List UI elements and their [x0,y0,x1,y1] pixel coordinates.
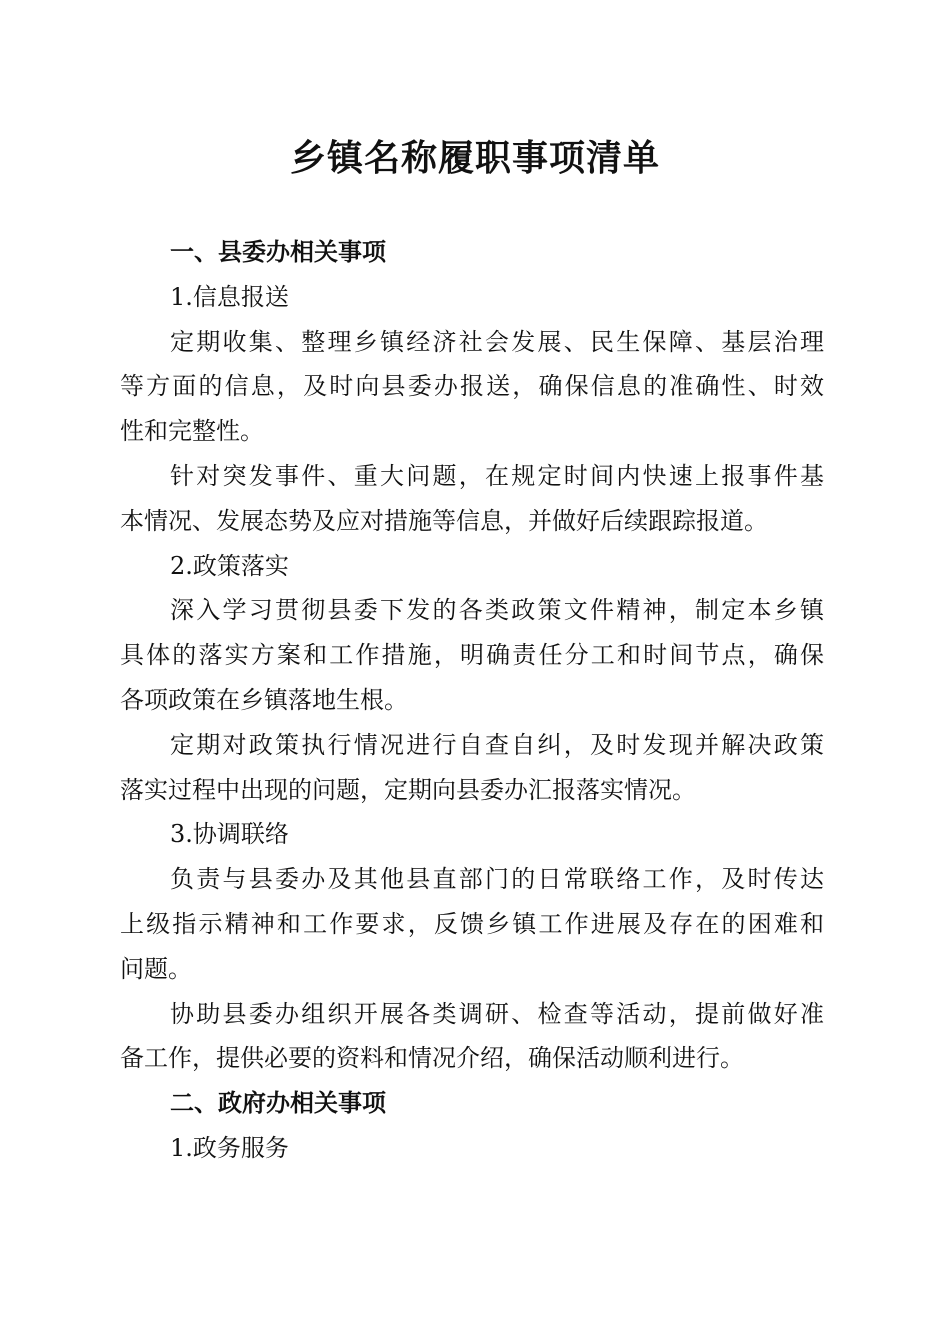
page-title: 乡镇名称履职事项清单 [289,138,660,179]
paragraph-line: 负责与县委办及其他县直部门的日常联络工作，及时传达 [170,865,824,894]
paragraph-line: 深入学习贯彻县委下发的各类政策文件精神，制定本乡镇 [170,596,824,625]
item-label: 1.信息报送 [170,282,289,311]
paragraph-line: 性和完整性。 [120,417,264,446]
section-heading: 二、政府办相关事项 [170,1089,386,1118]
paragraph-line: 定期对政策执行情况进行自查自纠，及时发现并解决政策 [170,730,824,759]
paragraph-line: 问题。 [120,954,192,983]
paragraph-line: 上级指示精神和工作要求，反馈乡镇工作进展及存在的困难和 [120,909,824,938]
paragraph-line: 各项政策在乡镇落地生根。 [120,685,408,714]
item-label: 1.政务服务 [170,1133,289,1162]
paragraph-line: 针对突发事件、重大问题，在规定时间内快速上报事件基 [170,461,824,490]
document-body [120,230,824,1171]
paragraph-line: 落实过程中出现的问题，定期向县委办汇报落实情况。 [120,775,696,804]
item-label: 3.协调联络 [170,820,289,849]
section-heading: 一、县委办相关事项 [170,238,386,266]
paragraph-line: 协助县委办组织开展各类调研、检查等活动，提前做好准 [170,999,824,1028]
paragraph-line: 具体的落实方案和工作措施，明确责任分工和时间节点，确保 [120,641,824,670]
paragraph-line: 定期收集、整理乡镇经济社会发展、民生保障、基层治理 [170,327,824,356]
paragraph-line: 本情况、发展态势及应对措施等信息，并做好后续跟踪报道。 [120,506,768,535]
paragraph-line: 等方面的信息，及时向县委办报送，确保信息的准确性、时效 [120,372,824,401]
paragraph-line: 备工作，提供必要的资料和情况介绍，确保活动顺利进行。 [120,1044,744,1073]
item-label: 2.政策落实 [170,551,289,580]
